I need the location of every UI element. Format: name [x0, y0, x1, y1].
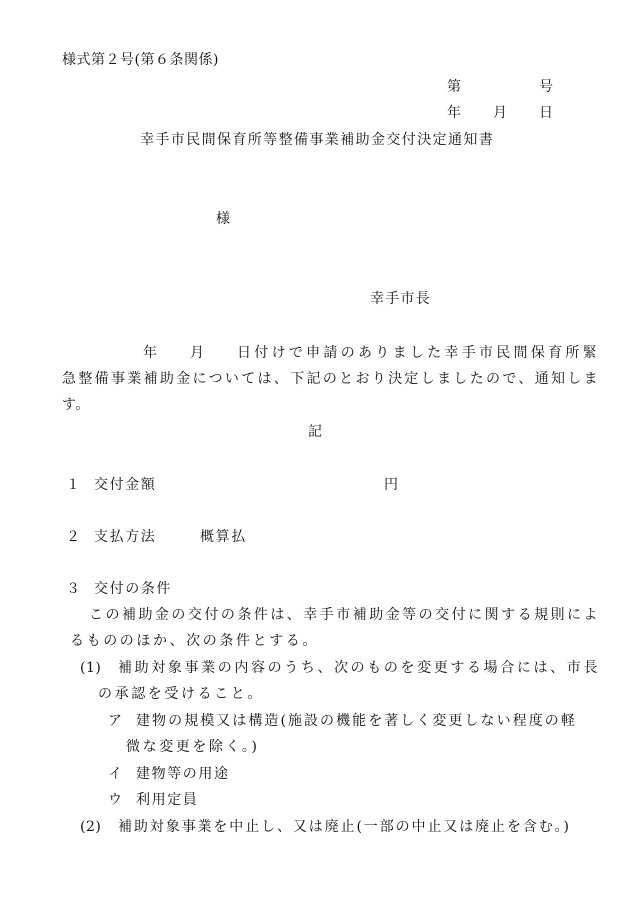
sub1-i-kana: イ: [108, 766, 123, 782]
addressee-honorific: 様: [216, 211, 231, 227]
item3-para-line-1: この補助金の交付の条件は、幸手市補助金等の交付に関する規則によ: [89, 607, 600, 623]
item2-label: 支払方法: [94, 529, 157, 545]
issuer-name: 幸手市長: [370, 291, 431, 307]
intro-line-2: 急整備事業補助金については、下記のとおり決定しましたので、通知しま: [62, 371, 600, 387]
item1-label: 交付金額: [94, 477, 157, 493]
sub1-u-text: 利用定員: [136, 792, 199, 808]
sub1-i-text: 建物等の用途: [136, 766, 230, 782]
number-suffix: 号: [539, 79, 554, 95]
item1-unit: 円: [384, 477, 399, 493]
item2-number: ２: [66, 529, 81, 545]
sub2-line-1: 補助対象事業を中止し、又は廃止(一部の中止又は廃止を含む。): [118, 819, 571, 835]
item1-number: １: [66, 477, 81, 493]
date-year: 年: [447, 105, 462, 121]
date-month: 月: [493, 105, 508, 121]
sub1-number: (1): [80, 660, 102, 676]
item3-para-line-2: るもののほか、次の条件とする。: [70, 633, 319, 649]
item2-value: 概算払: [200, 529, 247, 545]
document-title: 幸手市民間保育所等整備事業補助金交付決定通知書: [140, 132, 495, 148]
sub1-a-line-2: 微な変更を除く。): [126, 739, 260, 755]
sub1-u-kana: ウ: [108, 792, 123, 808]
intro-month: 月: [190, 345, 205, 361]
sub1-a-kana: ア: [108, 713, 123, 729]
number-prefix: 第: [447, 79, 462, 95]
date-day: 日: [539, 105, 554, 121]
sub1-line-2: の承認を受けること。: [98, 686, 264, 702]
item3-number: ３: [66, 581, 81, 597]
intro-line-3: す。: [62, 397, 90, 413]
sub1-line-1: 補助対象事業の内容のうち、次のものを変更する場合には、市長: [118, 660, 600, 676]
intro-year: 年: [143, 345, 158, 361]
form-number: 様式第２号(第６条関係): [62, 52, 219, 68]
sub2-number: (2): [80, 819, 102, 835]
sub1-a-line-1: 建物の規模又は構造(施設の機能を著しく変更しない程度の軽: [136, 713, 577, 729]
ki-heading: 記: [308, 424, 323, 440]
intro-line-1: 日付けで申請のありました幸手市民間保育所緊: [237, 345, 600, 361]
item3-label: 交付の条件: [94, 581, 172, 597]
